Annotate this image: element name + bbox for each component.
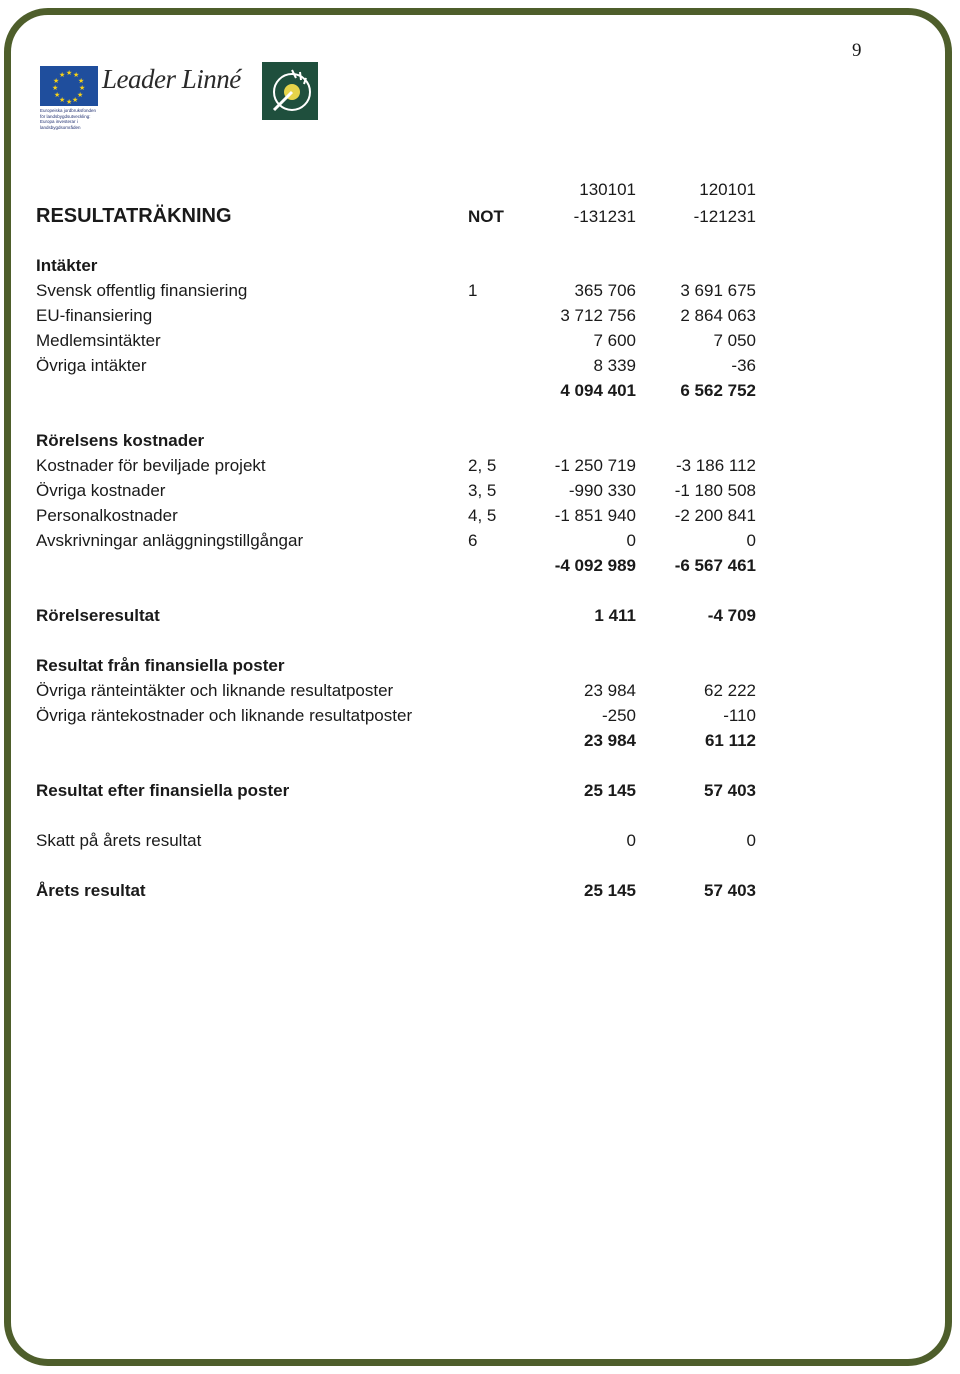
eu-flag-icon: ★ ★ ★ ★ ★ ★ ★ ★ ★ ★ ★ ★ [40, 66, 98, 106]
logo-bar [40, 62, 330, 130]
table-row: Övriga intäkter 8 339 -36 [36, 356, 756, 375]
period1-end: -131231 [573, 207, 636, 226]
frame-gap-bottom [91, 1337, 865, 1359]
operating-result-row: Rörelseresultat 1 411 -4 709 [36, 606, 756, 625]
eu-caption: Europeiska jordbruksfonden för landsbygdsutveckling: Europa investerar i landsbygdsområden [40, 108, 97, 130]
section-heading: Resultat från finansiella poster [36, 656, 285, 675]
table-row: Avskrivningar anläggningstillgångar 6 0 0 [36, 531, 756, 550]
frame-gap-top [91, 15, 865, 37]
subtotal-row: 23 984 61 112 [584, 731, 756, 750]
page-title: RESULTATRÄKNING [36, 205, 232, 227]
table-row: Svensk offentlig finansiering 1 365 706 3 691 675 [36, 281, 756, 300]
table-row: Övriga räntekostnader och liknande resultatposter -250 -110 [36, 706, 756, 725]
table-row: Personalkostnader 4, 5 -1 851 940 -2 200 841 [36, 506, 756, 525]
net-result-row: Årets resultat 25 145 57 403 [36, 881, 756, 900]
title-row [36, 195, 766, 231]
section-heading: Rörelsens kostnader [36, 431, 205, 450]
note-header: NOT [468, 207, 504, 226]
leader-linne-logo: Leader Linné [102, 64, 241, 94]
table-row: Medlemsintäkter 7 600 7 050 [36, 331, 756, 350]
table-row: Övriga ränteintäkter och liknande resultatposter 23 984 62 222 [36, 681, 756, 700]
result-after-financial-row: Resultat efter finansiella poster 25 145 57 403 [36, 781, 756, 800]
tax-row: Skatt på årets resultat 0 0 [36, 831, 756, 850]
period2-end: -121231 [693, 207, 756, 226]
table-row: Övriga kostnader 3, 5 -990 330 -1 180 508 [36, 481, 756, 500]
table-row: Kostnader för beviljade projekt 2, 5 -1 250 719 -3 186 112 [36, 456, 756, 475]
table-row: EU-finansiering 3 712 756 2 864 063 [36, 306, 756, 325]
page-number: 9 [852, 40, 862, 61]
subtotal-row: 4 094 401 6 562 752 [560, 381, 756, 400]
period2-start: 120101 [699, 180, 756, 199]
section-heading: Intäkter [36, 256, 98, 275]
leader-emblem-icon [262, 62, 318, 120]
income-statement [36, 180, 766, 906]
subtotal-row: -4 092 989 -6 567 461 [554, 556, 756, 575]
period1-start: 130101 [579, 180, 636, 199]
